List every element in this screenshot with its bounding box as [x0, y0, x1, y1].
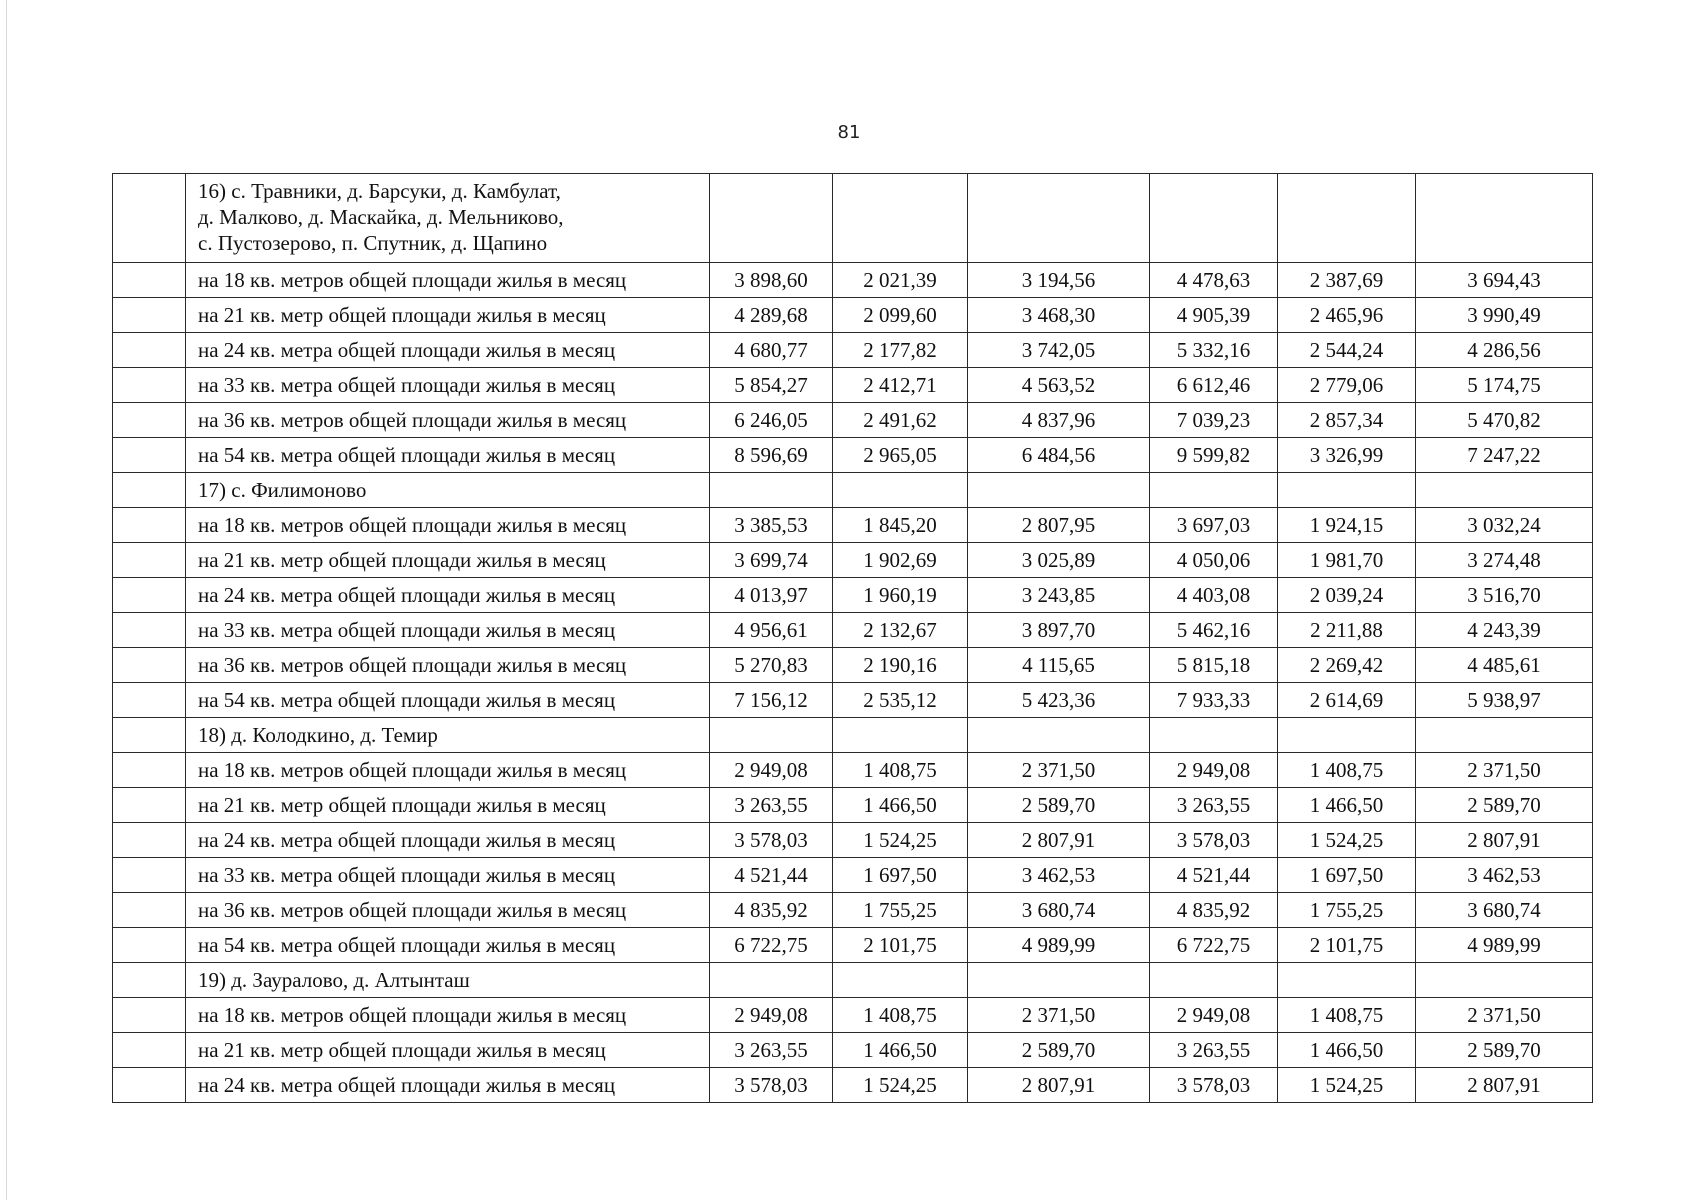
row-label: на 18 кв. метров общей площади жилья в месяц	[186, 263, 710, 298]
value-cell: 4 680,77	[710, 333, 833, 368]
scan-edge-line	[6, 0, 7, 1200]
row-label: на 18 кв. метров общей площади жилья в месяц	[186, 508, 710, 543]
index-cell	[113, 473, 186, 508]
value-cell: 1 408,75	[1278, 998, 1416, 1033]
group-title-line: 16) с. Травники, д. Барсуки, д. Камбулат,	[198, 179, 561, 203]
table-row	[113, 438, 1593, 473]
index-cell	[113, 1068, 186, 1103]
value-cell: 2 544,24	[1278, 333, 1416, 368]
value-cell: 2 101,75	[1278, 928, 1416, 963]
value-cell: 4 837,96	[968, 403, 1150, 438]
value-cell: 2 965,05	[833, 438, 968, 473]
value-cell: 2 039,24	[1278, 578, 1416, 613]
empty-value-cell	[1416, 963, 1593, 998]
value-cell: 7 933,33	[1150, 683, 1278, 718]
value-cell: 2 465,96	[1278, 298, 1416, 333]
row-label: на 33 кв. метра общей площади жилья в месяц	[186, 368, 710, 403]
value-cell: 3 263,55	[710, 1033, 833, 1068]
empty-value-cell	[1278, 718, 1416, 753]
value-cell: 2 949,08	[710, 753, 833, 788]
value-cell: 4 403,08	[1150, 578, 1278, 613]
value-cell: 1 981,70	[1278, 543, 1416, 578]
value-cell: 3 243,85	[968, 578, 1150, 613]
value-cell: 4 956,61	[710, 613, 833, 648]
table-row	[113, 753, 1593, 788]
empty-value-cell	[968, 718, 1150, 753]
value-cell: 2 535,12	[833, 683, 968, 718]
value-cell: 3 032,24	[1416, 508, 1593, 543]
value-cell: 5 462,16	[1150, 613, 1278, 648]
index-cell	[113, 893, 186, 928]
value-cell: 2 021,39	[833, 263, 968, 298]
row-label: на 24 кв. метра общей площади жилья в месяц	[186, 333, 710, 368]
group-header-row	[113, 718, 1593, 753]
value-cell: 3 578,03	[1150, 823, 1278, 858]
value-cell: 4 905,39	[1150, 298, 1278, 333]
index-cell	[113, 718, 186, 753]
value-cell: 4 115,65	[968, 648, 1150, 683]
row-label: на 54 кв. метра общей площади жилья в месяц	[186, 683, 710, 718]
value-cell: 4 243,39	[1416, 613, 1593, 648]
empty-value-cell	[710, 718, 833, 753]
value-cell: 1 524,25	[833, 1068, 968, 1103]
group-title	[186, 963, 710, 998]
value-cell: 3 025,89	[968, 543, 1150, 578]
value-cell: 3 694,43	[1416, 263, 1593, 298]
value-cell: 5 270,83	[710, 648, 833, 683]
empty-value-cell	[710, 174, 833, 263]
empty-value-cell	[1416, 174, 1593, 263]
value-cell: 5 332,16	[1150, 333, 1278, 368]
value-cell: 5 938,97	[1416, 683, 1593, 718]
value-cell: 2 614,69	[1278, 683, 1416, 718]
value-cell: 2 371,50	[1416, 998, 1593, 1033]
index-cell	[113, 928, 186, 963]
empty-value-cell	[710, 963, 833, 998]
value-cell: 2 589,70	[1416, 1033, 1593, 1068]
table-row	[113, 368, 1593, 403]
row-label: на 36 кв. метров общей площади жилья в месяц	[186, 648, 710, 683]
index-cell	[113, 263, 186, 298]
value-cell: 2 491,62	[833, 403, 968, 438]
value-cell: 6 722,75	[1150, 928, 1278, 963]
index-cell	[113, 174, 186, 263]
value-cell: 1 697,50	[833, 858, 968, 893]
value-cell: 2 412,71	[833, 368, 968, 403]
table-row	[113, 998, 1593, 1033]
value-cell: 3 462,53	[968, 858, 1150, 893]
value-cell: 1 755,25	[833, 893, 968, 928]
row-label: на 36 кв. метров общей площади жилья в месяц	[186, 403, 710, 438]
empty-value-cell	[968, 473, 1150, 508]
value-cell: 4 485,61	[1416, 648, 1593, 683]
row-label: на 33 кв. метра общей площади жилья в месяц	[186, 858, 710, 893]
row-label: на 24 кв. метра общей площади жилья в месяц	[186, 1068, 710, 1103]
row-label: на 21 кв. метр общей площади жилья в месяц	[186, 788, 710, 823]
empty-value-cell	[833, 718, 968, 753]
value-cell: 1 924,15	[1278, 508, 1416, 543]
value-cell: 2 949,08	[1150, 753, 1278, 788]
group-title-line: д. Малково, д. Маскайка, д. Мельниково,	[198, 205, 564, 229]
value-cell: 3 990,49	[1416, 298, 1593, 333]
value-cell: 2 190,16	[833, 648, 968, 683]
empty-value-cell	[1278, 963, 1416, 998]
table-row	[113, 543, 1593, 578]
value-cell: 2 387,69	[1278, 263, 1416, 298]
empty-value-cell	[833, 963, 968, 998]
value-cell: 3 194,56	[968, 263, 1150, 298]
table-row	[113, 683, 1593, 718]
table-row	[113, 1068, 1593, 1103]
empty-value-cell	[968, 174, 1150, 263]
value-cell: 7 247,22	[1416, 438, 1593, 473]
value-cell: 3 897,70	[968, 613, 1150, 648]
table-row	[113, 928, 1593, 963]
value-cell: 3 680,74	[1416, 893, 1593, 928]
index-cell	[113, 753, 186, 788]
table-row	[113, 333, 1593, 368]
index-cell	[113, 403, 186, 438]
index-cell	[113, 368, 186, 403]
table-row	[113, 788, 1593, 823]
empty-value-cell	[833, 174, 968, 263]
row-label: на 33 кв. метра общей площади жилья в месяц	[186, 613, 710, 648]
table-row	[113, 403, 1593, 438]
group-title-line: 18) д. Колодкино, д. Темир	[198, 723, 438, 747]
value-cell: 4 013,97	[710, 578, 833, 613]
table-row	[113, 613, 1593, 648]
group-header-row	[113, 174, 1593, 263]
value-cell: 5 470,82	[1416, 403, 1593, 438]
table-row	[113, 893, 1593, 928]
value-cell: 3 462,53	[1416, 858, 1593, 893]
value-cell: 3 326,99	[1278, 438, 1416, 473]
row-label: на 21 кв. метр общей площади жилья в месяц	[186, 543, 710, 578]
value-cell: 4 835,92	[1150, 893, 1278, 928]
value-cell: 4 989,99	[968, 928, 1150, 963]
value-cell: 3 516,70	[1416, 578, 1593, 613]
row-label: на 24 кв. метра общей площади жилья в месяц	[186, 823, 710, 858]
value-cell: 8 596,69	[710, 438, 833, 473]
value-cell: 4 521,44	[1150, 858, 1278, 893]
empty-value-cell	[1416, 473, 1593, 508]
value-cell: 1 960,19	[833, 578, 968, 613]
value-cell: 1 845,20	[833, 508, 968, 543]
empty-value-cell	[1150, 718, 1278, 753]
group-header-row	[113, 473, 1593, 508]
value-cell: 3 699,74	[710, 543, 833, 578]
value-cell: 2 371,50	[968, 998, 1150, 1033]
index-cell	[113, 648, 186, 683]
group-header-row	[113, 963, 1593, 998]
index-cell	[113, 788, 186, 823]
value-cell: 2 101,75	[833, 928, 968, 963]
value-cell: 2 371,50	[1416, 753, 1593, 788]
value-cell: 3 578,03	[1150, 1068, 1278, 1103]
index-cell	[113, 1033, 186, 1068]
value-cell: 7 039,23	[1150, 403, 1278, 438]
value-cell: 3 697,03	[1150, 508, 1278, 543]
group-title-line: с. Пустозерово, п. Спутник, д. Щапино	[198, 231, 548, 255]
empty-value-cell	[710, 473, 833, 508]
value-cell: 2 177,82	[833, 333, 968, 368]
empty-value-cell	[1150, 174, 1278, 263]
value-cell: 1 466,50	[833, 1033, 968, 1068]
row-label: на 18 кв. метров общей площади жилья в месяц	[186, 998, 710, 1033]
empty-value-cell	[1278, 174, 1416, 263]
value-cell: 3 578,03	[710, 823, 833, 858]
value-cell: 9 599,82	[1150, 438, 1278, 473]
value-cell: 2 099,60	[833, 298, 968, 333]
value-cell: 3 263,55	[1150, 1033, 1278, 1068]
value-cell: 3 263,55	[710, 788, 833, 823]
value-cell: 7 156,12	[710, 683, 833, 718]
index-cell	[113, 508, 186, 543]
row-label: на 54 кв. метра общей площади жилья в месяц	[186, 438, 710, 473]
value-cell: 2 807,91	[968, 823, 1150, 858]
value-cell: 2 949,08	[710, 998, 833, 1033]
group-title	[186, 174, 710, 263]
value-cell: 3 898,60	[710, 263, 833, 298]
value-cell: 1 902,69	[833, 543, 968, 578]
group-title-line: 17) с. Филимоново	[198, 478, 367, 502]
value-cell: 2 371,50	[968, 753, 1150, 788]
row-label: на 21 кв. метр общей площади жилья в месяц	[186, 298, 710, 333]
value-cell: 1 524,25	[1278, 823, 1416, 858]
table-row	[113, 1033, 1593, 1068]
value-cell: 2 589,70	[1416, 788, 1593, 823]
row-label: на 18 кв. метров общей площади жилья в месяц	[186, 753, 710, 788]
tariff-table	[112, 173, 1593, 1103]
value-cell: 1 408,75	[1278, 753, 1416, 788]
value-cell: 2 269,42	[1278, 648, 1416, 683]
value-cell: 2 589,70	[968, 1033, 1150, 1068]
value-cell: 1 755,25	[1278, 893, 1416, 928]
table-row	[113, 648, 1593, 683]
index-cell	[113, 578, 186, 613]
value-cell: 2 779,06	[1278, 368, 1416, 403]
value-cell: 1 524,25	[1278, 1068, 1416, 1103]
group-title-line: 19) д. Зауралово, д. Алтынташ	[198, 968, 470, 992]
index-cell	[113, 333, 186, 368]
value-cell: 5 854,27	[710, 368, 833, 403]
value-cell: 6 722,75	[710, 928, 833, 963]
row-label: на 24 кв. метра общей площади жилья в месяц	[186, 578, 710, 613]
value-cell: 6 612,46	[1150, 368, 1278, 403]
index-cell	[113, 823, 186, 858]
value-cell: 4 835,92	[710, 893, 833, 928]
group-title	[186, 718, 710, 753]
value-cell: 4 521,44	[710, 858, 833, 893]
index-cell	[113, 858, 186, 893]
table-row	[113, 298, 1593, 333]
value-cell: 4 563,52	[968, 368, 1150, 403]
value-cell: 3 578,03	[710, 1068, 833, 1103]
index-cell	[113, 298, 186, 333]
table-row	[113, 858, 1593, 893]
row-label: на 21 кв. метр общей площади жилья в месяц	[186, 1033, 710, 1068]
value-cell: 2 132,67	[833, 613, 968, 648]
empty-value-cell	[1150, 473, 1278, 508]
index-cell	[113, 998, 186, 1033]
value-cell: 2 211,88	[1278, 613, 1416, 648]
empty-value-cell	[833, 473, 968, 508]
row-label: на 36 кв. метров общей площади жилья в месяц	[186, 893, 710, 928]
value-cell: 2 949,08	[1150, 998, 1278, 1033]
value-cell: 2 857,34	[1278, 403, 1416, 438]
value-cell: 2 589,70	[968, 788, 1150, 823]
value-cell: 2 807,95	[968, 508, 1150, 543]
value-cell: 4 286,56	[1416, 333, 1593, 368]
table-row	[113, 508, 1593, 543]
value-cell: 3 468,30	[968, 298, 1150, 333]
value-cell: 1 466,50	[833, 788, 968, 823]
value-cell: 5 423,36	[968, 683, 1150, 718]
value-cell: 4 289,68	[710, 298, 833, 333]
value-cell: 3 680,74	[968, 893, 1150, 928]
value-cell: 3 263,55	[1150, 788, 1278, 823]
tariff-table-body	[113, 174, 1593, 1103]
value-cell: 3 742,05	[968, 333, 1150, 368]
value-cell: 2 807,91	[968, 1068, 1150, 1103]
index-cell	[113, 613, 186, 648]
value-cell: 1 697,50	[1278, 858, 1416, 893]
value-cell: 1 408,75	[833, 753, 968, 788]
empty-value-cell	[1278, 473, 1416, 508]
value-cell: 1 408,75	[833, 998, 968, 1033]
value-cell: 6 246,05	[710, 403, 833, 438]
value-cell: 4 050,06	[1150, 543, 1278, 578]
value-cell: 1 524,25	[833, 823, 968, 858]
index-cell	[113, 543, 186, 578]
value-cell: 6 484,56	[968, 438, 1150, 473]
table-row	[113, 578, 1593, 613]
value-cell: 3 385,53	[710, 508, 833, 543]
empty-value-cell	[968, 963, 1150, 998]
table-row	[113, 823, 1593, 858]
value-cell: 1 466,50	[1278, 1033, 1416, 1068]
value-cell: 5 815,18	[1150, 648, 1278, 683]
value-cell: 1 466,50	[1278, 788, 1416, 823]
index-cell	[113, 683, 186, 718]
value-cell: 2 807,91	[1416, 823, 1593, 858]
value-cell: 2 807,91	[1416, 1068, 1593, 1103]
empty-value-cell	[1150, 963, 1278, 998]
group-title	[186, 473, 710, 508]
value-cell: 5 174,75	[1416, 368, 1593, 403]
value-cell: 4 989,99	[1416, 928, 1593, 963]
value-cell: 4 478,63	[1150, 263, 1278, 298]
row-label: на 54 кв. метра общей площади жилья в месяц	[186, 928, 710, 963]
value-cell: 3 274,48	[1416, 543, 1593, 578]
page-number: 81	[837, 122, 861, 143]
index-cell	[113, 963, 186, 998]
table-row	[113, 263, 1593, 298]
index-cell	[113, 438, 186, 473]
empty-value-cell	[1416, 718, 1593, 753]
